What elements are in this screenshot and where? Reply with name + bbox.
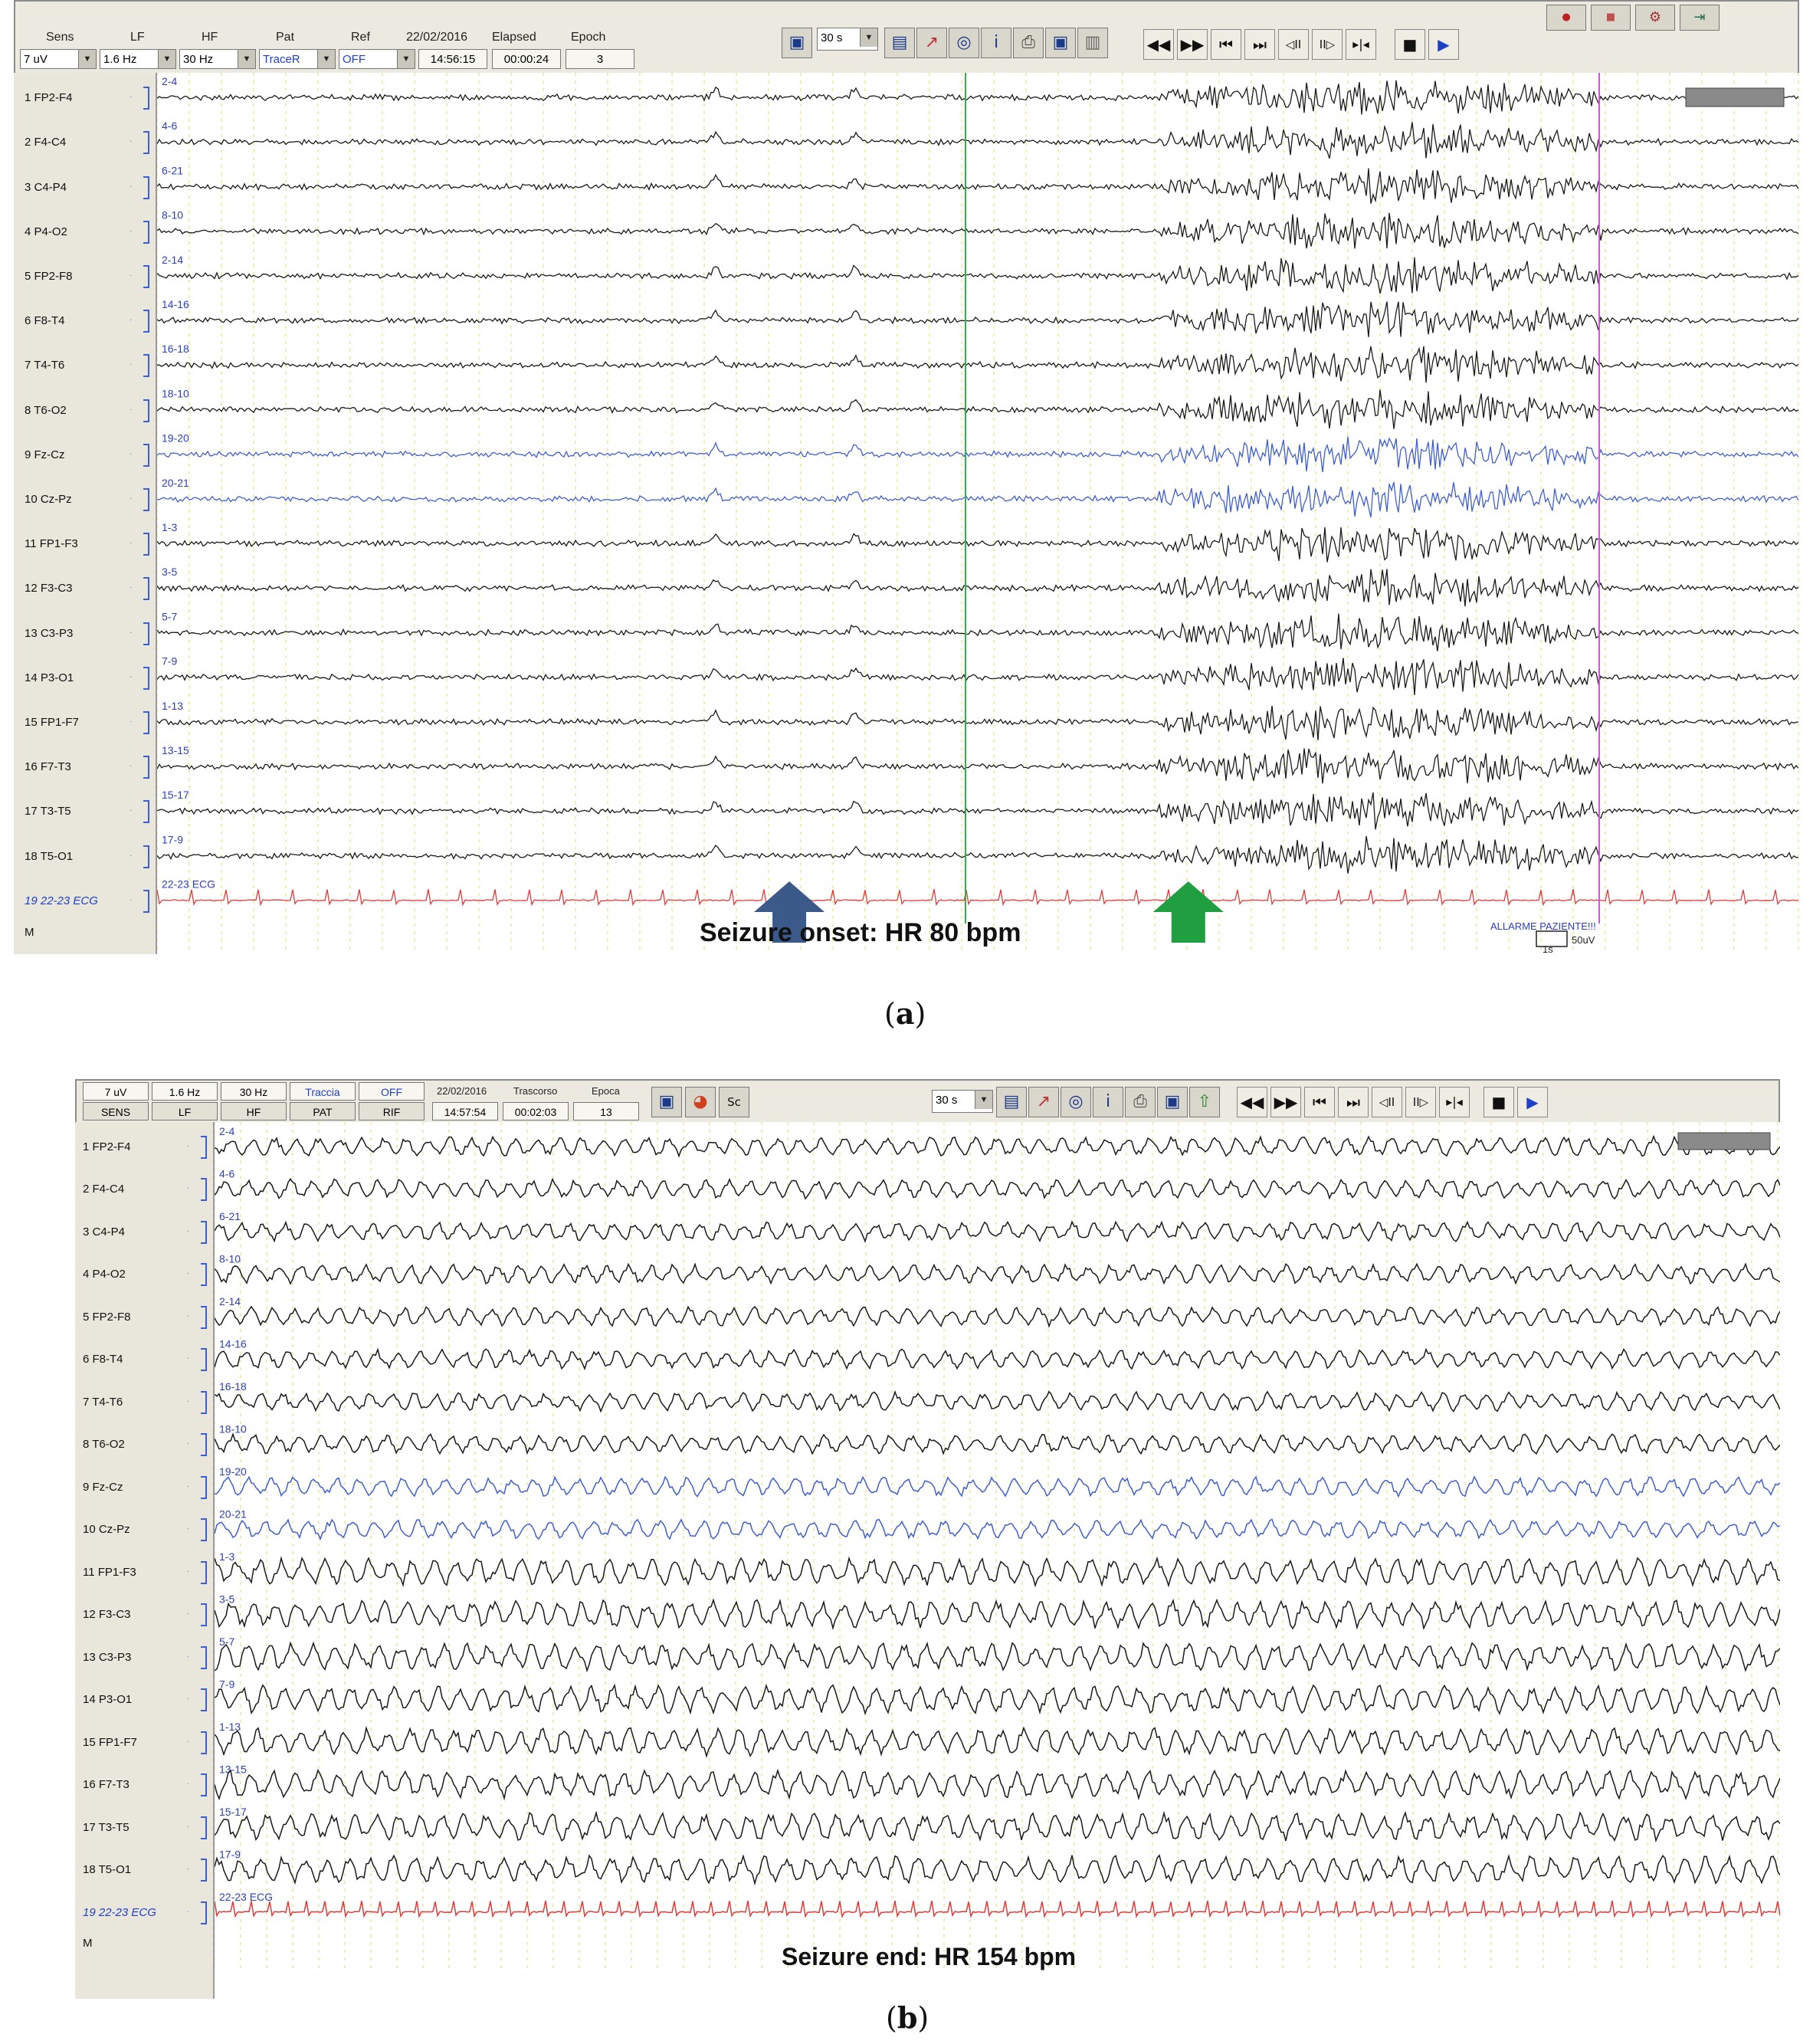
channel-label: 14 P3-O1 bbox=[83, 1693, 133, 1707]
channel-label: 19 22-23 ECG bbox=[83, 1905, 156, 1919]
hf-field: 30 Hz bbox=[221, 1082, 287, 1101]
scale-mark: · bbox=[187, 1865, 190, 1874]
channel-label: 6 F8-T4 bbox=[25, 314, 65, 328]
scale-bracket bbox=[201, 1476, 207, 1499]
electrode-label: 5-7 bbox=[219, 1636, 235, 1648]
scale-mark: · bbox=[187, 1311, 190, 1321]
elapsed-label: Trascorso bbox=[513, 1085, 558, 1097]
eeg-panel-b bbox=[75, 1079, 1780, 1999]
scale-bracket bbox=[201, 1263, 207, 1286]
scale-bracket bbox=[143, 622, 149, 645]
time-field: 14:57:54 bbox=[432, 1102, 498, 1120]
electrode-label: 18-10 bbox=[162, 387, 189, 400]
electrode-label: 4-6 bbox=[219, 1167, 235, 1180]
sens-select[interactable]: 7 uV ▼ bbox=[20, 49, 97, 69]
electrode-label: 18-10 bbox=[219, 1422, 247, 1435]
electrode-label: 6-21 bbox=[219, 1210, 241, 1222]
scale-bracket bbox=[143, 221, 149, 244]
lf-label: LF bbox=[130, 31, 145, 44]
eeg-trace bbox=[157, 213, 1798, 249]
montage-icon[interactable]: ▣ bbox=[651, 1087, 682, 1117]
electrode-label: 20-21 bbox=[162, 476, 189, 489]
overlay-tag[interactable] bbox=[1678, 1133, 1770, 1150]
scale-mark: · bbox=[130, 93, 133, 102]
pat-select[interactable]: TraceR ▼ bbox=[259, 49, 336, 69]
scale-mark: · bbox=[130, 628, 133, 637]
electrode-label: 6-21 bbox=[162, 164, 184, 177]
scale-bracket bbox=[143, 131, 149, 154]
toolbar-b bbox=[75, 1079, 1780, 1125]
scale-bracket bbox=[201, 1518, 207, 1541]
rewind-fast-icon[interactable]: ◀◀ bbox=[1143, 29, 1174, 60]
scale-mark: · bbox=[130, 762, 133, 771]
electrode-label: 14-16 bbox=[219, 1337, 247, 1350]
channel-label: 11 FP1-F3 bbox=[25, 537, 78, 551]
eeg-trace bbox=[157, 614, 1798, 651]
scale-mark: · bbox=[130, 672, 133, 681]
chevron-down-icon: ▼ bbox=[317, 50, 335, 68]
ecg-trace bbox=[157, 889, 1798, 904]
scale-mark: · bbox=[187, 1524, 190, 1534]
panel-label-b: (b) bbox=[886, 2000, 929, 2035]
scale-mark: · bbox=[130, 226, 133, 235]
epoch-field: 3 bbox=[566, 49, 634, 69]
scale-mark: · bbox=[187, 1822, 190, 1831]
scale-mark: · bbox=[187, 1439, 190, 1449]
channel-label: 18 T5-O1 bbox=[83, 1863, 132, 1877]
scale-mark: · bbox=[187, 1609, 190, 1619]
scale-mark: · bbox=[187, 1907, 190, 1916]
trace-area-b bbox=[215, 1122, 1780, 1968]
scale-bracket bbox=[201, 1859, 207, 1882]
electrode-label: 13-15 bbox=[162, 744, 189, 756]
scale-bracket bbox=[143, 533, 149, 556]
electrode-label: 2-4 bbox=[219, 1125, 235, 1137]
eeg-trace bbox=[157, 301, 1798, 336]
skip-start-icon[interactable]: ⏮ bbox=[1211, 29, 1241, 60]
stop-icon[interactable]: ■ bbox=[1484, 1087, 1514, 1117]
scale-bracket bbox=[201, 1178, 207, 1201]
channel-label: 4 P4-O2 bbox=[25, 225, 67, 238]
channel-gutter-b bbox=[75, 1122, 215, 1999]
chevron-down-icon: ▼ bbox=[238, 50, 255, 68]
info-icon[interactable]: ⅰ bbox=[981, 28, 1011, 58]
electrode-label: 5-7 bbox=[162, 610, 178, 623]
electrode-label: 20-21 bbox=[219, 1508, 247, 1521]
globe-icon[interactable]: ◎ bbox=[1061, 1087, 1091, 1117]
eeg-panel-a bbox=[14, 0, 1799, 954]
scale-bracket bbox=[143, 488, 149, 511]
alarm-text: ALLARME PAZIENTE!!! bbox=[1490, 920, 1596, 932]
hf-label: HF bbox=[202, 31, 218, 44]
date-label: 22/02/2016 bbox=[406, 31, 468, 44]
eeg-trace bbox=[157, 258, 1798, 294]
scale-bracket bbox=[201, 1391, 207, 1414]
pat-label: Pat bbox=[276, 31, 295, 44]
scale-bracket bbox=[201, 1136, 207, 1159]
info-icon[interactable]: ⅰ bbox=[1093, 1087, 1123, 1117]
electrode-label: 3-5 bbox=[219, 1593, 235, 1606]
electrode-label: 15-17 bbox=[162, 789, 189, 802]
scale-mark: · bbox=[187, 1226, 190, 1235]
channel-label: 14 P3-O1 bbox=[25, 671, 74, 684]
eeg-trace bbox=[157, 792, 1798, 829]
electrode-label: 7-9 bbox=[162, 655, 178, 668]
film-icon[interactable]: ▥ bbox=[1077, 28, 1108, 58]
sens-field: 7 uV bbox=[83, 1082, 149, 1101]
eeg-traces-a bbox=[157, 73, 1799, 954]
scale-mark: · bbox=[130, 494, 133, 503]
caption-a: Seizure onset: HR 80 bpm bbox=[700, 918, 1021, 947]
sens-label: Sens bbox=[46, 31, 74, 44]
electrode-label: 14-16 bbox=[162, 298, 189, 310]
scale-mark: · bbox=[187, 1184, 190, 1193]
channel-label: 17 T3-T5 bbox=[83, 1820, 130, 1834]
epoch-label: Epoca bbox=[592, 1085, 620, 1097]
scale-bracket bbox=[201, 1561, 207, 1584]
scale-bracket bbox=[201, 1731, 207, 1754]
step-back-icon[interactable]: ◁II bbox=[1372, 1087, 1402, 1117]
channel-label: 1 FP2-F4 bbox=[25, 91, 73, 105]
window-select[interactable]: 30 s ▼ bbox=[932, 1090, 993, 1113]
chevron-down-icon: ▼ bbox=[78, 50, 96, 68]
scale-mark: · bbox=[130, 182, 133, 191]
print-icon[interactable]: ⎙ bbox=[1125, 1087, 1156, 1117]
scale-bracket bbox=[201, 1816, 207, 1839]
grid-lines bbox=[215, 1122, 1778, 1968]
channel-gutter-a bbox=[14, 73, 157, 954]
electrode-label: 8-10 bbox=[219, 1252, 241, 1265]
channel-label: 10 Cz-Pz bbox=[83, 1523, 130, 1537]
scale-mark: · bbox=[187, 1269, 190, 1278]
electrode-label: 2-4 bbox=[162, 75, 178, 87]
scale-mark: · bbox=[130, 583, 133, 592]
channel-label: 6 F8-T4 bbox=[83, 1353, 123, 1366]
scale-mark: · bbox=[130, 137, 133, 146]
eeg-trace bbox=[157, 527, 1798, 563]
channel-label: 9 Fz-Cz bbox=[83, 1480, 123, 1494]
eeg-trace bbox=[157, 836, 1798, 874]
electrode-label: 2-14 bbox=[219, 1295, 241, 1307]
scale-bracket bbox=[143, 890, 149, 913]
scale-mark: · bbox=[187, 1481, 190, 1491]
exit-icon[interactable]: ⇥ bbox=[1680, 5, 1720, 31]
electrode-label: 17-9 bbox=[162, 833, 184, 846]
scale-mark: · bbox=[130, 271, 133, 280]
rewind-fast-icon[interactable]: ◀◀ bbox=[1237, 1087, 1267, 1117]
scale-mark: · bbox=[130, 717, 133, 726]
scale-time-label: 1s bbox=[1543, 943, 1553, 954]
sc-button[interactable]: Sc bbox=[719, 1087, 749, 1117]
hf-button[interactable]: HF bbox=[221, 1102, 287, 1120]
panel-label-a: (a) bbox=[884, 996, 926, 1031]
elapsed-field: 00:02:03 bbox=[503, 1102, 569, 1120]
stop-record-icon[interactable]: ■ bbox=[1591, 5, 1631, 31]
forward-fast-icon[interactable]: ▶▶ bbox=[1270, 1087, 1301, 1117]
caption-b: Seizure end: HR 154 bpm bbox=[782, 1943, 1077, 1970]
scale-bracket bbox=[143, 444, 149, 467]
electrode-label: 13-15 bbox=[219, 1763, 247, 1776]
save-icon[interactable]: ▤ bbox=[884, 28, 915, 58]
eeg-trace bbox=[157, 346, 1798, 383]
scale-bracket bbox=[201, 1306, 207, 1329]
scale-bracket bbox=[143, 845, 149, 868]
eeg-trace bbox=[157, 437, 1798, 472]
skip-end-icon[interactable]: ⏭ bbox=[1244, 29, 1275, 60]
globe-icon[interactable]: ◎ bbox=[949, 28, 979, 58]
grid-lines bbox=[157, 73, 1798, 954]
jump-icon[interactable]: ▸|◂ bbox=[1346, 29, 1376, 60]
channel-label: 3 C4-P4 bbox=[83, 1225, 126, 1239]
scale-bracket bbox=[201, 1646, 207, 1669]
export-icon[interactable]: ▣ bbox=[1157, 1087, 1188, 1117]
scale-amp-label: 50uV bbox=[1572, 934, 1595, 946]
eeg-trace bbox=[215, 1558, 1780, 1586]
scale-mark: · bbox=[130, 851, 133, 860]
electrode-label: 7-9 bbox=[219, 1678, 235, 1691]
analysis-icon[interactable]: ↗ bbox=[1028, 1087, 1059, 1117]
channel-label: 9 Fz-Cz bbox=[25, 448, 65, 461]
channel-label: 8 T6-O2 bbox=[83, 1438, 125, 1452]
channel-label: 15 FP1-F7 bbox=[83, 1735, 137, 1749]
scale-bracket bbox=[143, 577, 149, 600]
step-back-icon[interactable]: ◁II bbox=[1278, 29, 1309, 60]
ref-button[interactable]: RIF bbox=[359, 1102, 425, 1120]
overlay-tag[interactable] bbox=[1686, 88, 1784, 107]
marker-row-label: M bbox=[25, 925, 34, 939]
scale-mark: · bbox=[187, 1780, 190, 1789]
eeg-trace bbox=[157, 122, 1798, 158]
channel-label: 2 F4-C4 bbox=[25, 136, 67, 149]
eeg-trace bbox=[157, 80, 1798, 115]
ref-field: OFF bbox=[359, 1082, 425, 1101]
ref-label: Ref bbox=[351, 31, 370, 44]
chevron-down-icon: ▼ bbox=[975, 1091, 992, 1109]
scale-bracket bbox=[201, 1688, 207, 1711]
scale-mark: · bbox=[130, 449, 133, 458]
print-icon[interactable]: ⎙ bbox=[1013, 28, 1044, 58]
channel-label: 8 T6-O2 bbox=[25, 403, 67, 417]
eeg-trace bbox=[157, 748, 1798, 783]
electrode-label: 4-6 bbox=[162, 120, 178, 133]
eeg-trace bbox=[215, 1264, 1780, 1284]
scale-mark: · bbox=[187, 1396, 190, 1406]
scale-bracket bbox=[143, 800, 149, 823]
epoch-label: Epoch bbox=[571, 31, 606, 44]
date-label: 22/02/2016 bbox=[437, 1085, 487, 1097]
colormap-icon[interactable]: ◕ bbox=[685, 1087, 716, 1117]
channel-label: 17 T3-T5 bbox=[25, 805, 71, 819]
forward-fast-icon[interactable]: ▶▶ bbox=[1177, 29, 1208, 60]
scale-bracket bbox=[201, 1221, 207, 1244]
channel-label: 4 P4-O2 bbox=[83, 1268, 126, 1281]
channel-label: 12 F3-C3 bbox=[83, 1608, 131, 1622]
eeg-trace bbox=[157, 169, 1798, 204]
scale-mark: · bbox=[130, 360, 133, 369]
play-icon[interactable]: ▶ bbox=[1517, 1087, 1548, 1117]
electrode-label: 1-3 bbox=[162, 521, 178, 533]
electrode-label: 2-14 bbox=[162, 253, 184, 266]
scale-bracket bbox=[143, 399, 149, 422]
electrode-label: 15-17 bbox=[219, 1806, 247, 1818]
scale-bracket bbox=[201, 1348, 207, 1371]
epoch-field: 13 bbox=[573, 1102, 639, 1120]
scale-mark: · bbox=[187, 1695, 190, 1704]
electrode-label: 17-9 bbox=[219, 1848, 241, 1861]
channel-label: 7 T4-T6 bbox=[83, 1395, 123, 1409]
jump-icon[interactable]: ▸|◂ bbox=[1439, 1087, 1470, 1117]
scale-mark: · bbox=[187, 1141, 190, 1150]
run-icon[interactable]: ⇧ bbox=[1189, 1087, 1220, 1117]
channel-label: 19 22-23 ECG bbox=[25, 894, 98, 907]
settings-icon[interactable]: ⚙ bbox=[1635, 5, 1675, 31]
channel-label: 2 F4-C4 bbox=[83, 1183, 125, 1196]
scale-mark: · bbox=[187, 1737, 190, 1746]
window-select[interactable]: 30 s ▼ bbox=[817, 28, 878, 51]
channel-label: 15 FP1-F7 bbox=[25, 715, 79, 729]
eeg-trace bbox=[215, 1477, 1780, 1497]
eeg-trace bbox=[215, 1179, 1780, 1199]
skip-end-icon[interactable]: ⏭ bbox=[1338, 1087, 1369, 1117]
lf-field: 1.6 Hz bbox=[152, 1082, 218, 1101]
channel-label: 16 F7-T3 bbox=[83, 1778, 130, 1792]
scale-mark: · bbox=[187, 1652, 190, 1661]
pat-field: Traccia bbox=[290, 1082, 356, 1101]
eeg-trace bbox=[157, 658, 1798, 695]
scale-mark: · bbox=[130, 316, 133, 325]
electrode-label: 16-18 bbox=[219, 1380, 247, 1393]
scale-mark: · bbox=[130, 895, 133, 904]
skip-start-icon[interactable]: ⏮ bbox=[1304, 1087, 1335, 1117]
chevron-down-icon: ▼ bbox=[860, 28, 877, 47]
scale-bracket bbox=[143, 310, 149, 333]
chevron-down-icon: ▼ bbox=[158, 50, 175, 68]
play-icon[interactable]: ▶ bbox=[1428, 29, 1459, 60]
channel-label: 11 FP1-F3 bbox=[83, 1565, 136, 1579]
scale-bracket bbox=[143, 354, 149, 377]
scale-bracket bbox=[201, 1773, 207, 1796]
ref-select[interactable]: OFF ▼ bbox=[339, 49, 415, 69]
scale-bracket bbox=[143, 711, 149, 734]
electrode-label: 1-13 bbox=[219, 1721, 241, 1733]
scale-bracket bbox=[143, 667, 149, 690]
scale-bracket bbox=[201, 1901, 207, 1924]
analysis-icon[interactable]: ↗ bbox=[916, 28, 947, 58]
channel-label: 7 T4-T6 bbox=[25, 359, 65, 372]
scale-mark: · bbox=[187, 1354, 190, 1363]
eeg-trace bbox=[157, 482, 1798, 517]
marker-row-label: M bbox=[83, 1936, 93, 1950]
eeg-traces-b bbox=[215, 1122, 1780, 1968]
record-icon[interactable]: ● bbox=[1546, 5, 1586, 31]
electrode-label: 19-20 bbox=[219, 1465, 247, 1478]
channel-label: 16 F7-T3 bbox=[25, 760, 71, 774]
scale-mark: · bbox=[130, 539, 133, 548]
scale-mark: · bbox=[187, 1567, 190, 1576]
scale-bracket bbox=[143, 176, 149, 199]
scale-mark: · bbox=[130, 806, 133, 815]
channel-label: 5 FP2-F8 bbox=[83, 1310, 131, 1324]
eeg-trace bbox=[157, 706, 1798, 740]
electrode-label: 8-10 bbox=[162, 208, 184, 221]
channel-label: 13 C3-P3 bbox=[83, 1650, 132, 1664]
event-arrow bbox=[1153, 881, 1224, 943]
export-icon[interactable]: ▣ bbox=[1045, 28, 1076, 58]
save-icon[interactable]: ▤ bbox=[996, 1087, 1027, 1117]
electrode-label: 1-13 bbox=[162, 699, 184, 712]
electrode-label: 22-23 ECG bbox=[219, 1891, 274, 1903]
scale-bracket bbox=[201, 1433, 207, 1456]
eeg-trace bbox=[157, 389, 1798, 428]
stop-icon[interactable]: ■ bbox=[1395, 29, 1425, 60]
channel-label: 12 F3-C3 bbox=[25, 582, 73, 595]
montage-icon[interactable]: ▣ bbox=[782, 28, 812, 58]
scale-mark: · bbox=[130, 405, 133, 414]
eeg-trace bbox=[157, 569, 1798, 606]
step-forward-icon[interactable]: II▷ bbox=[1312, 29, 1343, 60]
pat-button[interactable]: PAT bbox=[290, 1102, 356, 1120]
channel-label: 3 C4-P4 bbox=[25, 180, 67, 194]
channel-label: 1 FP2-F4 bbox=[83, 1140, 131, 1153]
elapsed-label: Elapsed bbox=[492, 31, 536, 44]
elapsed-field: 00:00:24 bbox=[492, 49, 561, 69]
scale-bracket bbox=[143, 87, 149, 110]
electrode-label: 19-20 bbox=[162, 431, 189, 445]
toolbar-a bbox=[14, 0, 1799, 76]
electrode-label: 16-18 bbox=[162, 343, 189, 356]
lf-button[interactable]: LF bbox=[152, 1102, 218, 1120]
time-field: 14:56:15 bbox=[418, 49, 487, 69]
electrode-label: 22-23 ECG bbox=[162, 878, 216, 891]
scale-bracket bbox=[201, 1603, 207, 1626]
electrode-label: 1-3 bbox=[219, 1550, 235, 1563]
scale-bracket bbox=[143, 265, 149, 288]
channel-label: 13 C3-P3 bbox=[25, 626, 74, 640]
hf-select[interactable]: 30 Hz ▼ bbox=[179, 49, 256, 69]
trace-area-a bbox=[157, 73, 1799, 954]
lf-select[interactable]: 1.6 Hz ▼ bbox=[100, 49, 176, 69]
chevron-down-icon: ▼ bbox=[397, 50, 415, 68]
channel-label: 10 Cz-Pz bbox=[25, 492, 72, 506]
scale-bracket bbox=[143, 756, 149, 779]
channel-label: 5 FP2-F8 bbox=[25, 269, 73, 283]
channel-label: 18 T5-O1 bbox=[25, 849, 74, 863]
step-forward-icon[interactable]: II▷ bbox=[1405, 1087, 1436, 1117]
electrode-label: 3-5 bbox=[162, 566, 178, 579]
sens-button[interactable]: SENS bbox=[83, 1102, 149, 1120]
